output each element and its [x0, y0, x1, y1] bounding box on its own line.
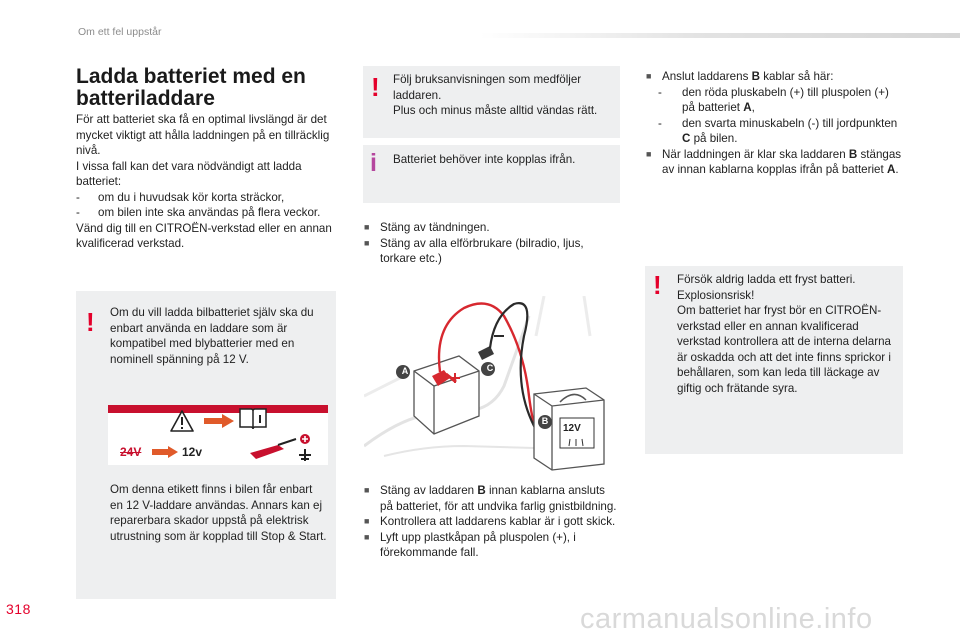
sticker-12v: 12v: [182, 445, 203, 459]
watermark: carmanualsonline.info: [580, 603, 873, 635]
page-title: Ladda batteriet med en batteriladdare: [76, 65, 306, 110]
warning-line: Följ bruksanvisningen som medföljer laddaren.: [393, 73, 582, 102]
list-subitem: - den röda pluskabeln (+) till pluspolen (+) på batteriet A,: [658, 85, 889, 114]
charger-voltage-label: 12V: [563, 423, 581, 434]
list-item: ■ Anslut laddarens B kablar så här:: [646, 70, 834, 83]
warning-triangle-icon: [170, 409, 194, 433]
page-number: 318: [6, 601, 31, 617]
list-item: - om du i huvudsak kör korta sträckor,: [76, 190, 285, 204]
sticker-band: [108, 405, 328, 413]
section-header: Om ett fel uppstår: [78, 26, 162, 38]
warning-icon: !: [86, 307, 95, 337]
list-item: ■ Kontrollera att laddarens kablar är i gott skick.: [364, 515, 616, 528]
intro-paragraph: För att batteriet ska få en optimal livslängd är det mycket viktigt att hålla laddningen på en tillräcklig nivå.: [76, 113, 330, 157]
info-icon: i: [370, 149, 377, 177]
steps-bottom: [364, 483, 620, 561]
steps-right: [646, 69, 904, 178]
warning-box-left: [76, 291, 336, 599]
warning-line: Om batteriet har fryst bör en CITROËN-verkstad eller en annan kvalificerad verkstad kontrollera att de interna delarna är oskadda och att det inte finns sprickor i behållaren, som kan leda till läckage av giftig och frätande syra.: [677, 304, 891, 395]
list-item: ■ Lyft upp plastkåpan på pluspolen (+), i förekommande fall.: [364, 530, 576, 559]
warning-box-right: [645, 266, 903, 454]
list-item: ■ När laddningen är klar ska laddaren B stängas av innan kablarna kopplas ifrån på batteriet A.: [646, 147, 902, 176]
steps-mid: [364, 220, 620, 267]
intro-paragraph: I vissa fall kan det vara nödvändigt att ladda batteriet:: [76, 159, 302, 188]
arrow-right-icon: [204, 414, 234, 428]
charger-clamp-icon: [248, 433, 322, 463]
arrow-right-icon: [152, 446, 178, 458]
intro-paragraph: Vänd dig till en CITROËN-verkstad eller en annan kvalificerad verkstad.: [76, 221, 332, 250]
header-divider: [480, 33, 960, 38]
warning-line: Explosionsrisk!: [677, 288, 755, 302]
book-icon: [238, 407, 268, 431]
info-text: Batteriet behöver inte kopplas ifrån.: [393, 153, 576, 166]
voltage-sticker: [108, 405, 328, 465]
warning-icon: !: [371, 72, 380, 102]
list-item: ■ Stäng av laddaren B innan kablarna ansluts på batteriet, för att undvika farlig gnistbildning.: [364, 484, 617, 513]
label-text: Om denna etikett finns i bilen får enbart en 12 V-laddare användas. Annars kan ej reparerbara skador uppstå på elektrisk utrustning som är kopplad till Stop & Start.: [110, 483, 327, 543]
sticker-24v: 24V: [120, 445, 142, 459]
warning-box-mid: [363, 66, 620, 138]
battery-charger-illustration: [364, 296, 620, 472]
list-item: ■ Stäng av tändningen.: [364, 221, 490, 234]
info-box-mid: [363, 145, 620, 203]
warning-line: Plus och minus måste alltid vändas rätt.: [393, 104, 598, 117]
callout-label-b: B: [541, 416, 549, 426]
callout-label-c: C: [486, 363, 494, 373]
warning-line: Försök aldrig ladda ett fryst batteri.: [677, 273, 856, 286]
warning-icon: !: [653, 270, 662, 300]
callout-label-a: A: [401, 366, 409, 376]
list-item: ■ Stäng av alla elförbrukare (bilradio, ljus, torkare etc.): [364, 236, 584, 265]
list-subitem: - den svarta minuskabeln (-) till jordpunkten C på bilen.: [658, 116, 898, 145]
warning-text: Om du vill ladda bilbatteriet själv ska du enbart använda en laddare som är kompatibel med blybatterier med en nominell spänning på 12 V.: [110, 306, 314, 366]
list-item: - om bilen inte ska användas på flera veckor.: [76, 206, 321, 219]
intro-text: [76, 112, 338, 252]
warning-text: [393, 72, 615, 119]
warning-text: [677, 272, 899, 396]
